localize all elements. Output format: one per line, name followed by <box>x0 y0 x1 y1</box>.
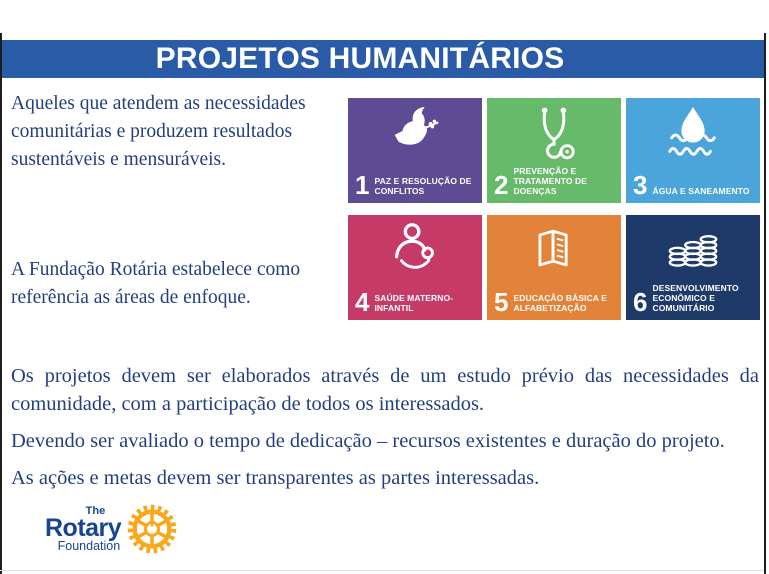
intro-paragraph-1: Aqueles que atendem as necessidades comunitárias e produzem resultados sustentáveis e mensuráveis. <box>11 93 306 170</box>
tile-caption <box>355 170 479 200</box>
coin-stacks-icon <box>662 218 724 276</box>
tile-number: 3 <box>633 170 648 200</box>
tile-number: 1 <box>355 170 370 200</box>
body-paragraph-1: Os projetos devem ser elaborados através de um estudo prévio das necessidades da comunidade, com a participação de todos os interessados. <box>11 365 759 415</box>
tile-label: SAÚDE MATERNO-INFANTIL <box>374 293 454 313</box>
logo-rotary-label: Rotary <box>45 513 122 542</box>
logo-the-label: The <box>85 504 106 517</box>
stethoscope-icon <box>524 101 584 163</box>
focus-tile-prevencao <box>487 98 621 203</box>
rotary-logo-text <box>45 506 121 553</box>
focus-tile-saude <box>348 215 482 320</box>
focus-areas-grid <box>348 98 760 320</box>
tile-label: EDUCAÇÃO BÁSICA E ALFABETIZAÇÃO <box>513 293 607 313</box>
tile-caption <box>633 283 757 317</box>
tile-label: PAZ E RESOLUÇÃO DE CONFLITOS <box>374 176 472 196</box>
body-paragraph-2: Devendo ser avaliado o tempo de dedicação – recursos existentes e duração do projeto. <box>11 430 725 452</box>
focus-tile-agua <box>626 98 760 203</box>
focus-tile-paz <box>348 98 482 203</box>
tile-number: 2 <box>494 170 509 200</box>
tile-number: 4 <box>355 287 370 317</box>
tile-caption <box>633 170 757 200</box>
body-paragraph-3: As ações e metas devem ser transparentes as partes interessadas. <box>11 467 540 489</box>
title-bar <box>0 40 764 78</box>
tile-label: DESENVOLVIMENTO ECONÔMICO E COMUNITÁRIO <box>652 283 739 313</box>
tile-label: PREVENÇÃO E TRATAMENTO DE DOENÇAS <box>513 166 588 196</box>
mother-child-icon <box>384 218 446 280</box>
tile-number: 6 <box>633 287 648 317</box>
open-book-icon <box>524 218 584 280</box>
tile-caption <box>355 287 479 317</box>
rotary-wheel-icon <box>126 503 178 555</box>
tile-label: ÁGUA E SANEAMENTO <box>652 186 750 196</box>
slide-right-border <box>764 33 766 574</box>
tile-caption <box>494 166 618 200</box>
tile-caption <box>494 287 618 317</box>
tile-number: 5 <box>494 287 509 317</box>
rotary-foundation-logo <box>45 503 178 555</box>
logo-foundation-label: Foundation <box>57 538 121 553</box>
focus-tile-educacao <box>487 215 621 320</box>
body-paragraphs <box>11 362 759 501</box>
slide-bottom-border <box>0 570 764 571</box>
dove-icon <box>384 101 446 163</box>
focus-tile-desenvolvimento <box>626 215 760 320</box>
slide-left-border <box>0 33 2 574</box>
water-drop-icon <box>662 101 724 163</box>
page-title: PROJETOS HUMANITÁRIOS <box>155 42 565 75</box>
intro-paragraph-2: A Fundação Rotária estabelece como referência as áreas de enfoque. <box>11 259 301 308</box>
